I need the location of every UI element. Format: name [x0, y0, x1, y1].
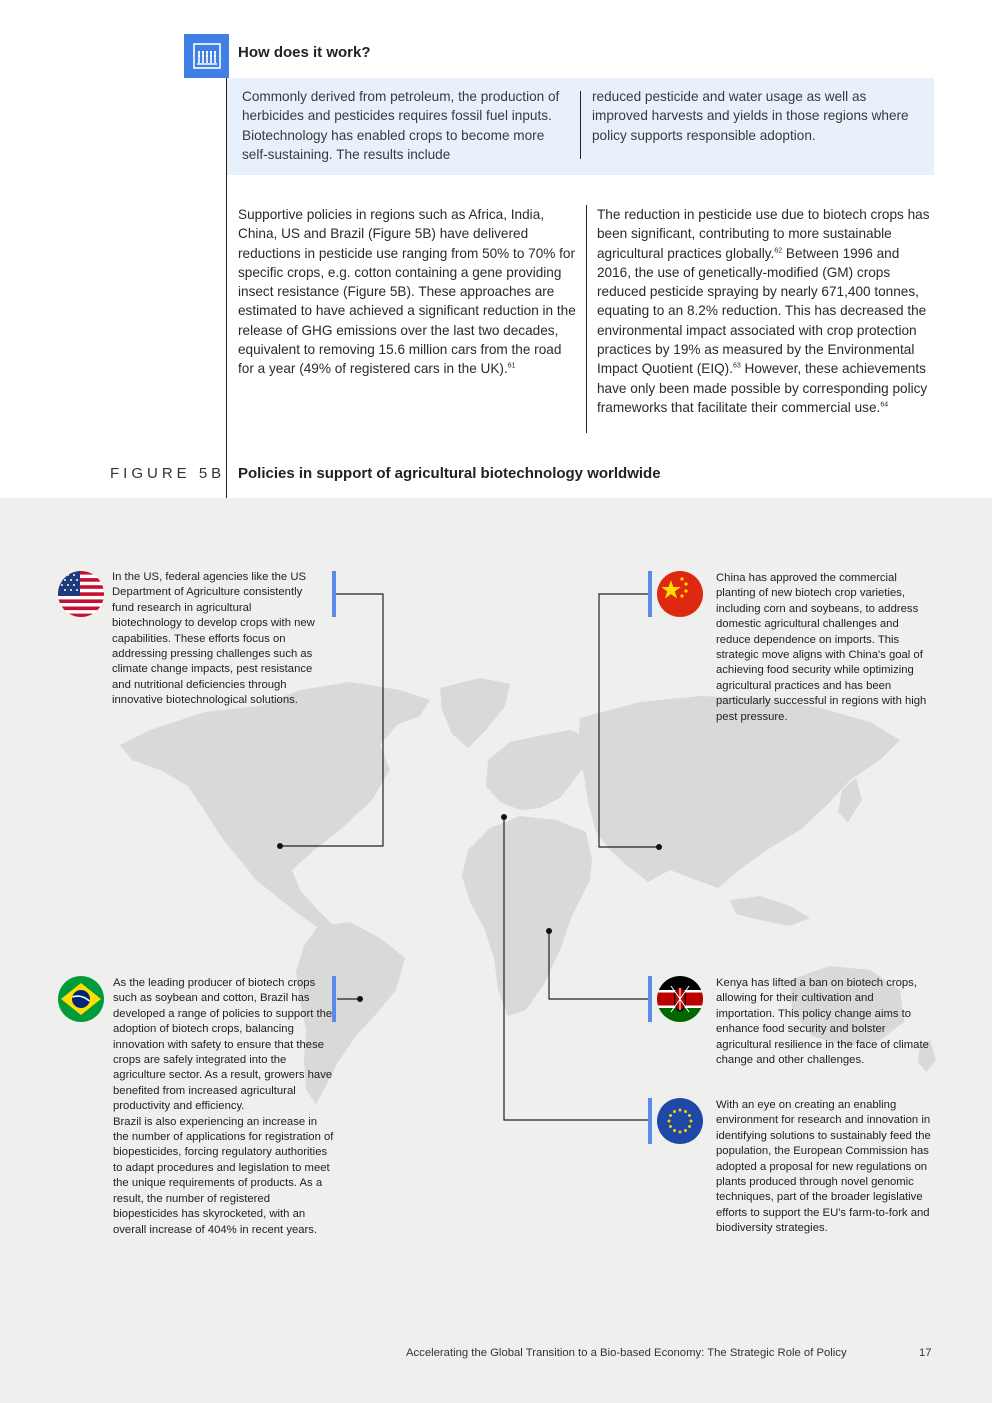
callout-text-left: Commonly derived from petroleum, the production of herbicides and pesticides requires fossil fuel inputs. Biotechnology has enabled crops to become more self-sustaining. The results include	[242, 89, 560, 163]
brazil-policy-paragraph-2: Brazil is also experiencing an increase in the number of applications for registration of biopesticides, forcing regulatory authorities to adapt procedures and legislation to meet the unique requirements of products. As a result, the number of registered biopesticides has skyrocketed, with an overall increase of 404% in recent years.	[113, 1115, 334, 1236]
eu-accent-bar	[648, 1098, 652, 1144]
crop-field-icon	[184, 34, 229, 78]
callout-divider	[580, 91, 581, 159]
footnote-ref: 62	[774, 247, 783, 255]
marker-china	[656, 844, 662, 850]
page-number: 17	[919, 1347, 932, 1359]
marker-us	[277, 843, 283, 849]
kenya-flag-icon	[657, 976, 703, 1022]
body-column-left	[238, 205, 576, 379]
china-flag-icon	[657, 571, 703, 617]
section-title: How does it work?	[238, 44, 371, 61]
marker-kenya	[546, 928, 552, 934]
kenya-accent-bar	[648, 976, 652, 1022]
eu-flag-icon	[657, 1098, 703, 1144]
footer-title	[406, 1347, 847, 1359]
brazil-flag-icon	[58, 976, 104, 1022]
us-flag-icon	[58, 571, 104, 617]
brazil-accent-bar	[332, 976, 336, 1022]
china-accent-bar	[648, 571, 652, 617]
kenya-policy-text: Kenya has lifted a ban on biotech crops, allowing for their cultivation and importation. This policy change aims to enhance food security and bolster agricultural resilience in the face of climate change and other challenges.	[716, 977, 929, 1067]
body-left-text: Supportive policies in regions such as Africa, India, China, US and Brazil (Figure 5B) have delivered reductions in pesticide use ranging from 50% to 70% for specific crops, e.g. cotton containing a gene providing insect resistance (Figure 5B). These approaches are estimated to have achieved a significant reduction in the release of GHG emissions over the last two decades, equivalent to removing 15.6 million cars from the road for a year (49% of registered cars in the UK).	[238, 207, 576, 377]
us-policy-text: In the US, federal agencies like the US Department of Agriculture consistently fund research in agricultural biotechnology to develop crops with new capabilities. These efforts focus on addressing pressing challenges such as climate change impacts, pest resistance and nutritional deficiencies through innovative biotechnological solutions.	[112, 571, 315, 707]
us-accent-bar	[332, 571, 336, 617]
brazil-policy-text	[113, 976, 335, 1238]
figure-title: Policies in support of agricultural biotechnology worldwide	[238, 465, 661, 482]
africa-landmass	[462, 816, 592, 1016]
body-right-text-1: The reduction in pesticide use due to biotech crops has been significant, contributing to more sustainable agricultural practices globally.	[597, 207, 930, 261]
footer-subtitle: The Strategic Role of Policy	[704, 1347, 847, 1359]
footer-title-main: Accelerating the Global Transition to a Bio-based Economy:	[406, 1347, 705, 1359]
body-right-text-3: However, these achievements have only been made possible by corresponding policy frameworks that facilitate their commercial use.	[597, 361, 928, 415]
marker-brazil	[357, 996, 363, 1002]
marker-eu	[501, 814, 507, 820]
eu-policy-text: With an eye on creating an enabling environment for research and innovation in identifying solutions to sustainably feed the population, the European Commission has adopted a proposal for new regulations on plants produced through novel genomic techniques, part of the broader legislative efforts to support the EU's farm-to-fork and biodiversity strategies.	[716, 1099, 931, 1235]
body-column-right	[597, 205, 937, 417]
brazil-policy-paragraph-1: As the leading producer of biotech crops such as soybean and cotton, Brazil has developed a range of policies to support the adoption of biotech crops, balancing innovation with safety to ensure that these crops are safely integrated into the agriculture sector. As a result, growers have benefited from increased agricultural productivity and efficiency.	[113, 977, 333, 1113]
connector-kenya	[549, 931, 651, 999]
footnote-ref: 64	[880, 401, 889, 409]
column-divider	[586, 205, 587, 433]
greenland-landmass	[440, 678, 510, 748]
callout-text-right: reduced pesticide and water usage as well as improved harvests and yields in those regions where policy supports responsible adoption.	[592, 89, 909, 143]
footnote-ref: 61	[507, 362, 516, 370]
southeast-asia-islands	[730, 896, 810, 926]
china-policy-text: China has approved the commercial planting of new biotech crop varieties, including corn and soybeans, to address domestic agricultural challenges and reduce dependence on imports. This strategic move aligns with China's goal of achieving food security while optimizing agricultural practices and has been particularly successful in regions with high pest pressure.	[716, 572, 927, 723]
body-right-text-2: Between 1996 and 2016, the use of genetically-modified (GM) crops reduced pesticide spraying by nearly 671,400 tonnes, equating to an 8.2% reduction. This has decreased the environmental impact associated with crop protection practices by 19% as measured by the Environmental Impact Quotient (EIQ).	[597, 245, 927, 377]
footnote-ref: 63	[732, 362, 741, 370]
figure-label: FIGURE 5B	[110, 465, 226, 482]
